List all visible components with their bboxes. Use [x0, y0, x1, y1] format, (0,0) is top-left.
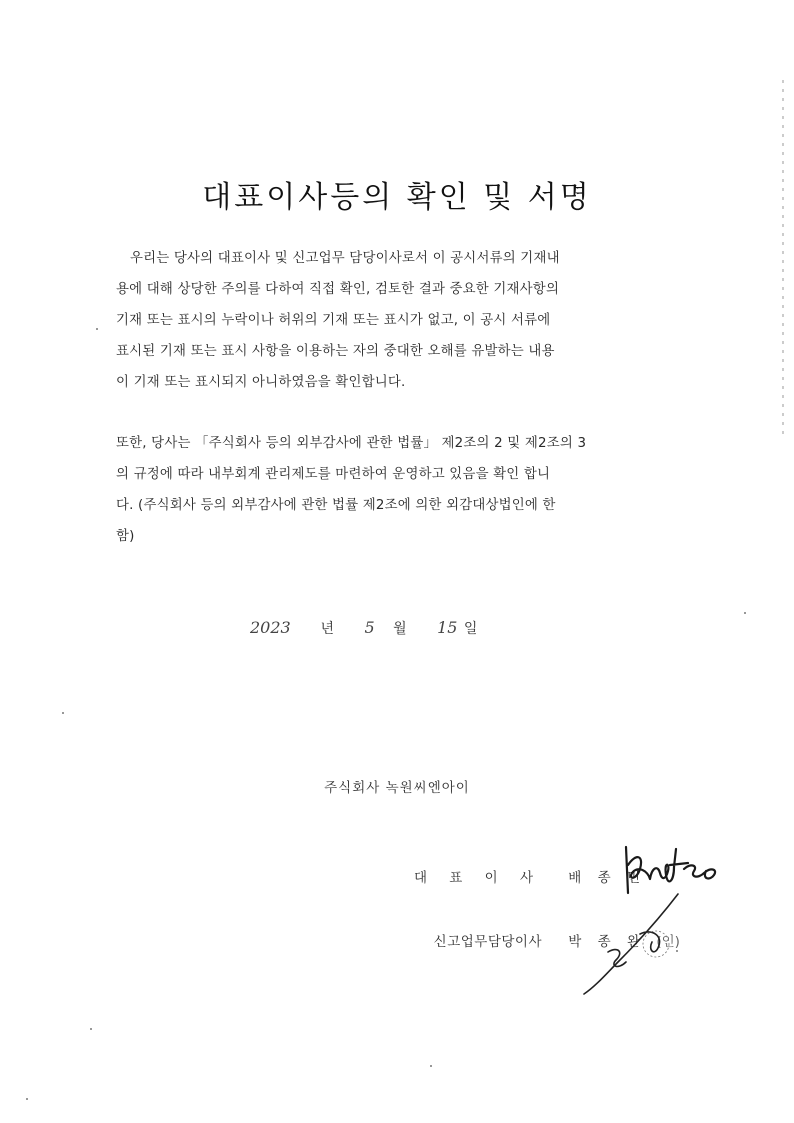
scan-speck-icon — [430, 1065, 432, 1067]
scan-speck-icon — [744, 612, 746, 614]
date-year: 2023 — [250, 618, 291, 637]
confirmation-paragraph — [116, 243, 664, 398]
paragraph-line: 다. (주식회사 등의 외부감사에 관한 법률 제2조에 의한 외감대상법인에 한 — [116, 498, 556, 513]
scan-speck-icon — [62, 712, 64, 714]
paragraph-line: 의 규정에 따라 내부회계 관리제도를 마련하여 운영하고 있음을 확인 합니 — [116, 467, 551, 482]
signatory-name: 박 종 완 — [568, 934, 647, 950]
paragraph-line: 또한, 당사는 「주식회사 등의 외부감사에 관한 법률」 제2조의 2 및 제2조의 3 — [116, 436, 587, 451]
document-title: 대표이사등의 확인 및 서명 — [202, 180, 592, 216]
scan-speck-icon — [96, 328, 98, 330]
date-year-unit: 년 — [320, 621, 334, 637]
scan-speck-icon — [90, 1028, 92, 1030]
paragraph-line: 기재 또는 표시의 누락이나 허위의 기재 또는 표시가 없고, 이 공시 서류에 — [116, 313, 551, 328]
date-day-unit: 일 — [463, 621, 478, 637]
signing-date — [250, 618, 477, 638]
internal-control-paragraph — [116, 428, 664, 552]
date-month-unit: 월 — [393, 621, 407, 637]
paragraph-line: 표시된 기재 또는 표시 사항을 이용하는 자의 중대한 오해를 유발하는 내용 — [116, 344, 555, 359]
paragraph-line: 우리는 당사의 대표이사 및 신고업무 담당이사로서 이 공시서류의 기재내 — [130, 251, 560, 266]
seal-mark: (인) — [656, 934, 680, 950]
officer-signature-icon — [578, 890, 688, 1000]
scan-edge-marks-icon — [780, 80, 786, 440]
paragraph-line: 이 기재 또는 표시되지 아니하였음을 확인합니다. — [116, 375, 406, 390]
signatory-name: 배 종 민 — [568, 870, 647, 886]
signatory-ceo — [392, 866, 646, 886]
signatory-role: 신고업무담당이사 — [433, 934, 542, 950]
date-month: 5 — [364, 618, 375, 637]
date-day: 15 — [437, 618, 458, 637]
paragraph-line: 용에 대해 상당한 주의를 다하여 직접 확인, 검토한 결과 중요한 기재사항의 — [116, 282, 560, 297]
paragraph-line: 함) — [116, 529, 135, 544]
signatory-role: 대 표 이 사 — [413, 870, 542, 886]
scan-speck-icon — [676, 950, 678, 952]
scan-speck-icon — [26, 1098, 28, 1100]
company-name: 주식회사 녹원씨엔아이 — [324, 780, 470, 796]
